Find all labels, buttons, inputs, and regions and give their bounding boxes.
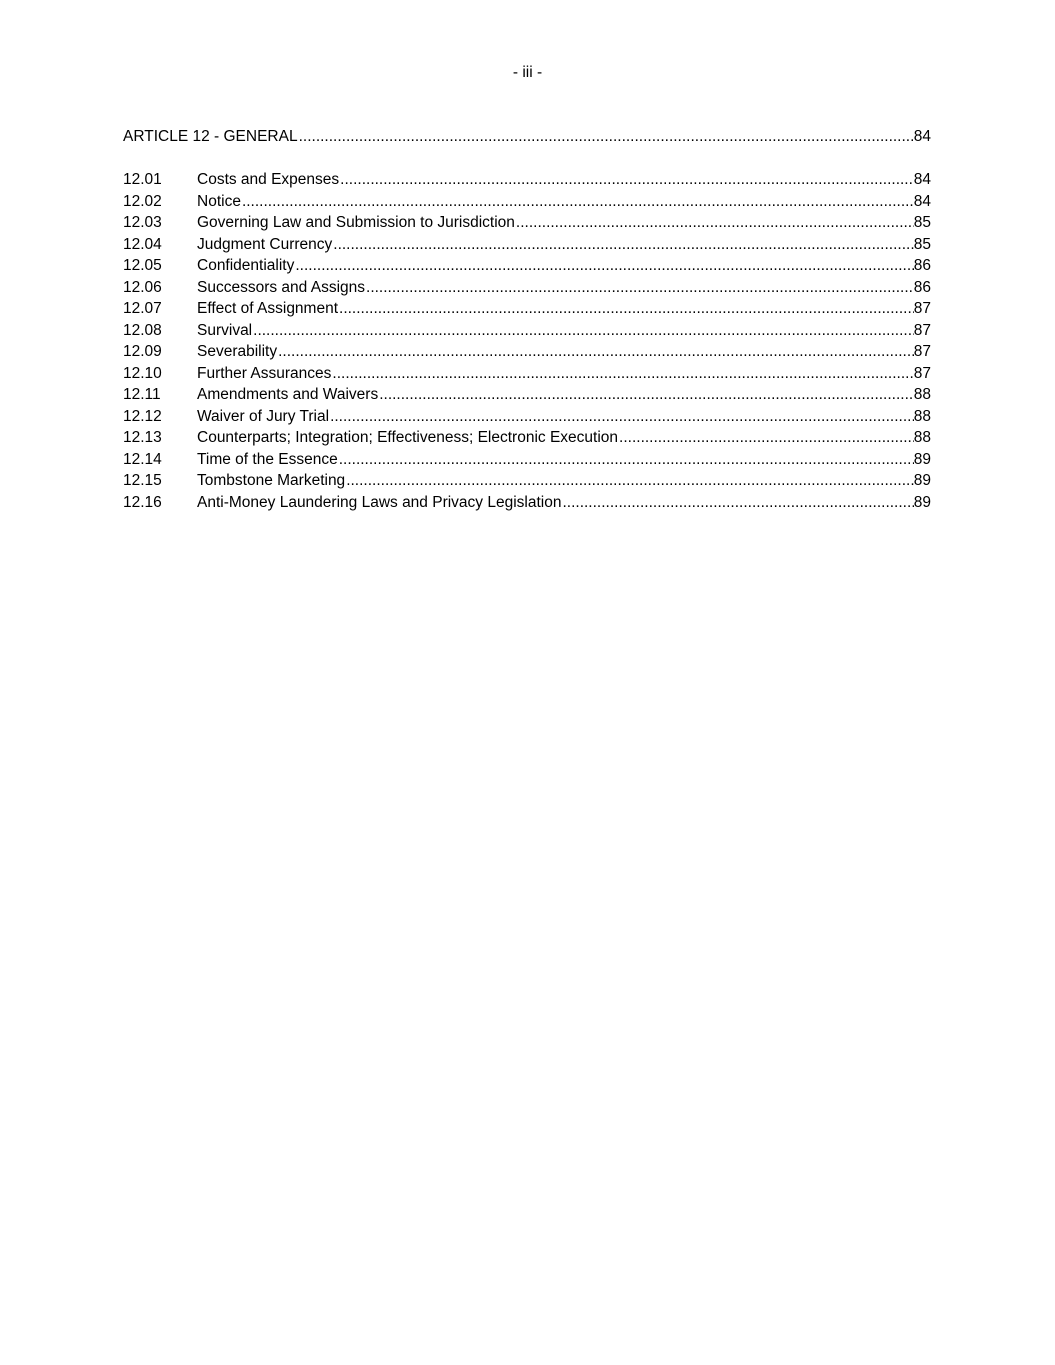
toc-entry-page: 85	[913, 235, 931, 253]
toc-entry-page: 87	[913, 343, 931, 360]
toc-entry-page: 87	[913, 364, 931, 382]
toc-leader-dots	[378, 384, 914, 406]
toc-leader-dots	[298, 126, 914, 148]
toc-entry-number: 12.12	[123, 407, 162, 425]
toc-entry	[123, 492, 931, 514]
toc-entry-number: 12.02	[123, 192, 162, 210]
toc-entry-title: Amendments and Waivers	[197, 386, 379, 403]
toc-leader-dots	[345, 470, 914, 492]
toc-entry-title: Effect of Assignment	[197, 300, 339, 317]
toc-article-heading	[123, 126, 931, 148]
toc-entry-number: 12.14	[123, 450, 162, 468]
toc-entry-page: 86	[913, 257, 931, 274]
toc-leader-dots	[331, 363, 913, 385]
toc-entry	[123, 255, 931, 277]
toc-entry	[123, 427, 931, 449]
toc-entry-page: 87	[913, 321, 931, 339]
toc-entry-page: 89	[913, 472, 931, 489]
table-of-contents	[123, 126, 931, 513]
toc-entry-page: 88	[913, 386, 931, 403]
toc-leader-dots	[515, 212, 914, 234]
toc-entry-number: 12.05	[123, 257, 162, 274]
toc-entry-page: 89	[913, 493, 931, 511]
page-folio: - iii -	[512, 64, 543, 81]
toc-entry-number: 12.06	[123, 278, 162, 296]
toc-entry-number: 12.04	[123, 235, 162, 253]
toc-entry	[123, 320, 931, 342]
toc-entry-number: 12.10	[123, 364, 162, 382]
toc-entry-title: Governing Law and Submission to Jurisdiction	[197, 214, 515, 231]
toc-leader-dots	[338, 449, 914, 471]
toc-entry-page: 84	[913, 171, 931, 188]
toc-leader-dots	[618, 427, 914, 449]
toc-entry-number: 12.16	[123, 493, 162, 511]
toc-entry-number: 12.09	[123, 343, 162, 360]
toc-entry-number: 12.07	[123, 300, 162, 317]
toc-leader-dots	[252, 320, 914, 342]
toc-entry-title: Tombstone Marketing	[197, 472, 346, 489]
toc-leader-dots	[294, 255, 913, 277]
toc-entry-title: Survival	[197, 321, 253, 339]
toc-leader-dots	[332, 234, 913, 256]
toc-entry-page: 89	[913, 450, 931, 468]
toc-leader-dots	[338, 298, 914, 320]
toc-leader-dots	[365, 277, 914, 299]
toc-entry-page: 85	[913, 214, 931, 231]
toc-entry	[123, 406, 931, 428]
toc-entry	[123, 363, 931, 385]
toc-leader-dots	[329, 406, 914, 428]
toc-entry	[123, 234, 931, 256]
toc-entry-title: Judgment Currency	[197, 235, 333, 253]
toc-entry-page: 87	[913, 300, 931, 317]
toc-entry	[123, 191, 931, 213]
toc-entry	[123, 169, 931, 191]
toc-entry-title: Successors and Assigns	[197, 278, 366, 296]
toc-leader-dots	[339, 169, 914, 191]
toc-entry-title: Time of the Essence	[197, 450, 338, 468]
toc-leader-dots	[561, 492, 913, 514]
toc-entry-number: 12.11	[123, 386, 161, 403]
toc-entry-number: 12.08	[123, 321, 162, 339]
toc-entry-page: 88	[913, 407, 931, 425]
toc-entry	[123, 449, 931, 471]
toc-entry-page: 88	[913, 429, 931, 446]
toc-entry-title: Further Assurances	[197, 364, 332, 382]
toc-entry-title: Counterparts; Integration; Effectiveness; Electronic Execution	[197, 429, 619, 446]
toc-entry-number: 12.15	[123, 472, 162, 489]
toc-article-page: 84	[913, 128, 931, 145]
toc-leader-dots	[241, 191, 914, 213]
toc-entry	[123, 298, 931, 320]
toc-entry	[123, 277, 931, 299]
toc-leader-dots	[277, 341, 914, 363]
toc-entry-title: Severability	[197, 343, 278, 360]
toc-entry	[123, 470, 931, 492]
toc-entry-title: Confidentiality	[197, 257, 295, 274]
toc-entry-number: 12.01	[123, 171, 162, 188]
toc-entry	[123, 212, 931, 234]
toc-entry-title: Notice	[197, 192, 241, 210]
toc-entry	[123, 384, 931, 406]
toc-entry-number: 12.03	[123, 214, 162, 231]
toc-entry	[123, 341, 931, 363]
toc-entry-title: Costs and Expenses	[197, 171, 340, 188]
toc-entry-title: Anti-Money Laundering Laws and Privacy Legislation	[197, 493, 562, 511]
toc-entry-number: 12.13	[123, 429, 162, 446]
toc-entry-title: Waiver of Jury Trial	[197, 407, 330, 425]
toc-article-title: ARTICLE 12 - GENERAL	[123, 128, 298, 145]
toc-entry-page: 84	[913, 192, 931, 210]
toc-entry-page: 86	[913, 278, 931, 296]
